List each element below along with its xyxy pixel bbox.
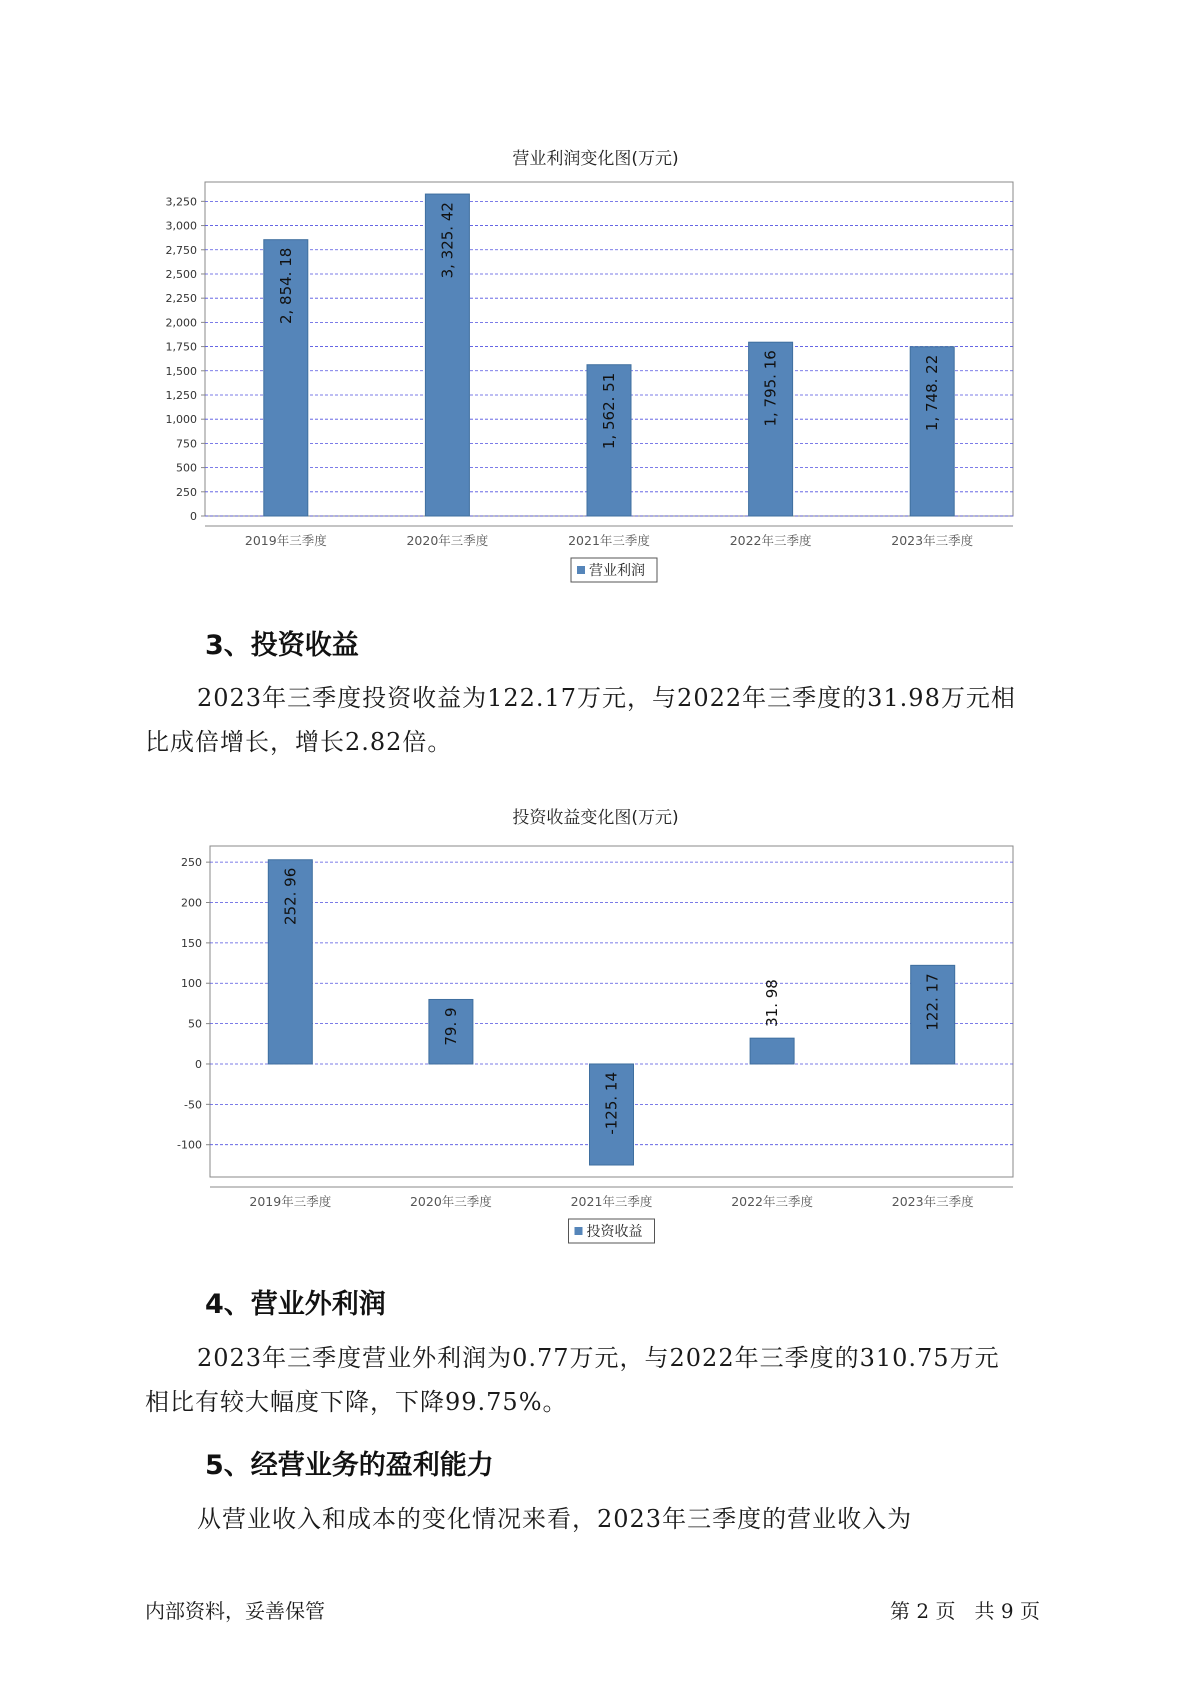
legend	[571, 558, 657, 582]
y-tick-label: 1,500	[165, 364, 197, 378]
y-tick-label: 3,000	[165, 219, 197, 233]
legend-swatch	[577, 566, 585, 574]
y-tick-label: 250	[176, 485, 197, 499]
bar-value-label: 3, 325. 42	[438, 202, 457, 279]
section4-paragraph	[145, 1336, 1065, 1424]
investment-income-chart	[0, 830, 1191, 1250]
section4-line2: 相比有较大幅度下降，下降99.75%。	[145, 1388, 568, 1416]
section5-line1: 从营业收入和成本的变化情况来看，2023年三季度的营业收入为	[197, 1505, 913, 1533]
y-tick-label: -100	[177, 1138, 202, 1152]
section5-paragraph	[145, 1497, 1065, 1541]
x-tick-label: 2022年三季度	[729, 533, 812, 548]
bar-value-label: -125. 14	[602, 1071, 621, 1135]
x-tick-label: 2019年三季度	[249, 1194, 332, 1209]
section3-line2: 比成倍增长，增长2.82倍。	[145, 728, 453, 756]
x-tick-label: 2020年三季度	[409, 1194, 492, 1209]
bar-value-label: 1, 795. 16	[761, 350, 780, 427]
operating-profit-chart	[0, 170, 1191, 590]
chart2-title: 投资收益变化图(万元)	[512, 808, 679, 828]
bar-value-label: 122. 17	[923, 973, 942, 1031]
footer-confidential-note: 内部资料，妥善保管	[145, 1599, 325, 1623]
y-tick-label: -50	[184, 1098, 202, 1112]
y-tick-label: 1,000	[165, 413, 197, 427]
bar-value-label: 31. 98	[763, 979, 782, 1027]
x-tick-label: 2022年三季度	[731, 1194, 814, 1209]
bar-value-label: 1, 748. 22	[923, 354, 942, 432]
section4-line1: 2023年三季度营业外利润为0.77万元，与2022年三季度的310.75万元	[197, 1344, 1000, 1372]
footer-page-number: 第 2 页 共 9 页	[890, 1599, 1040, 1623]
legend	[569, 1219, 655, 1243]
y-tick-label: 3,250	[165, 195, 197, 209]
y-tick-label: 500	[176, 461, 197, 475]
section5-heading: 5、经营业务的盈利能力	[205, 1450, 494, 1481]
y-tick-label: 0	[195, 1057, 202, 1071]
x-tick-label: 2019年三季度	[244, 533, 327, 548]
legend-label: 营业利润	[589, 563, 645, 579]
bar	[750, 1038, 794, 1064]
section3-heading: 3、投资收益	[205, 630, 359, 661]
legend-label: 投资收益	[586, 1224, 643, 1240]
y-tick-label: 2,000	[165, 316, 197, 330]
y-tick-label: 200	[181, 896, 202, 910]
y-tick-label: 1,750	[165, 340, 197, 354]
bar-value-label: 1, 562. 51	[600, 372, 618, 450]
y-tick-label: 250	[181, 856, 202, 870]
section3-line1: 2023年三季度投资收益为122.17万元，与2022年三季度的31.98万元相	[197, 684, 1016, 712]
x-tick-label: 2023年三季度	[891, 1194, 974, 1209]
y-tick-label: 50	[188, 1017, 202, 1031]
y-tick-label: 2,250	[165, 292, 197, 306]
y-tick-label: 750	[176, 437, 197, 451]
section3-paragraph	[145, 676, 1065, 764]
section4-heading: 4、营业外利润	[205, 1289, 386, 1320]
y-tick-label: 2,750	[165, 243, 197, 257]
bar-value-label: 252. 96	[281, 867, 300, 926]
y-tick-label: 0	[190, 510, 197, 523]
y-tick-label: 2,500	[165, 267, 197, 281]
y-tick-label: 1,250	[165, 388, 197, 402]
bar-value-label: 79. 9	[441, 1007, 460, 1046]
x-tick-label: 2021年三季度	[570, 1194, 653, 1209]
y-tick-label: 150	[181, 936, 202, 950]
x-tick-label: 2023年三季度	[891, 533, 974, 548]
bar-value-label: 2, 854. 18	[276, 247, 295, 325]
x-tick-label: 2021年三季度	[568, 533, 650, 548]
y-tick-label: 100	[181, 977, 202, 991]
chart1-title: 营业利润变化图(万元)	[512, 149, 679, 169]
legend-swatch	[575, 1227, 583, 1235]
x-tick-label: 2020年三季度	[406, 533, 489, 548]
